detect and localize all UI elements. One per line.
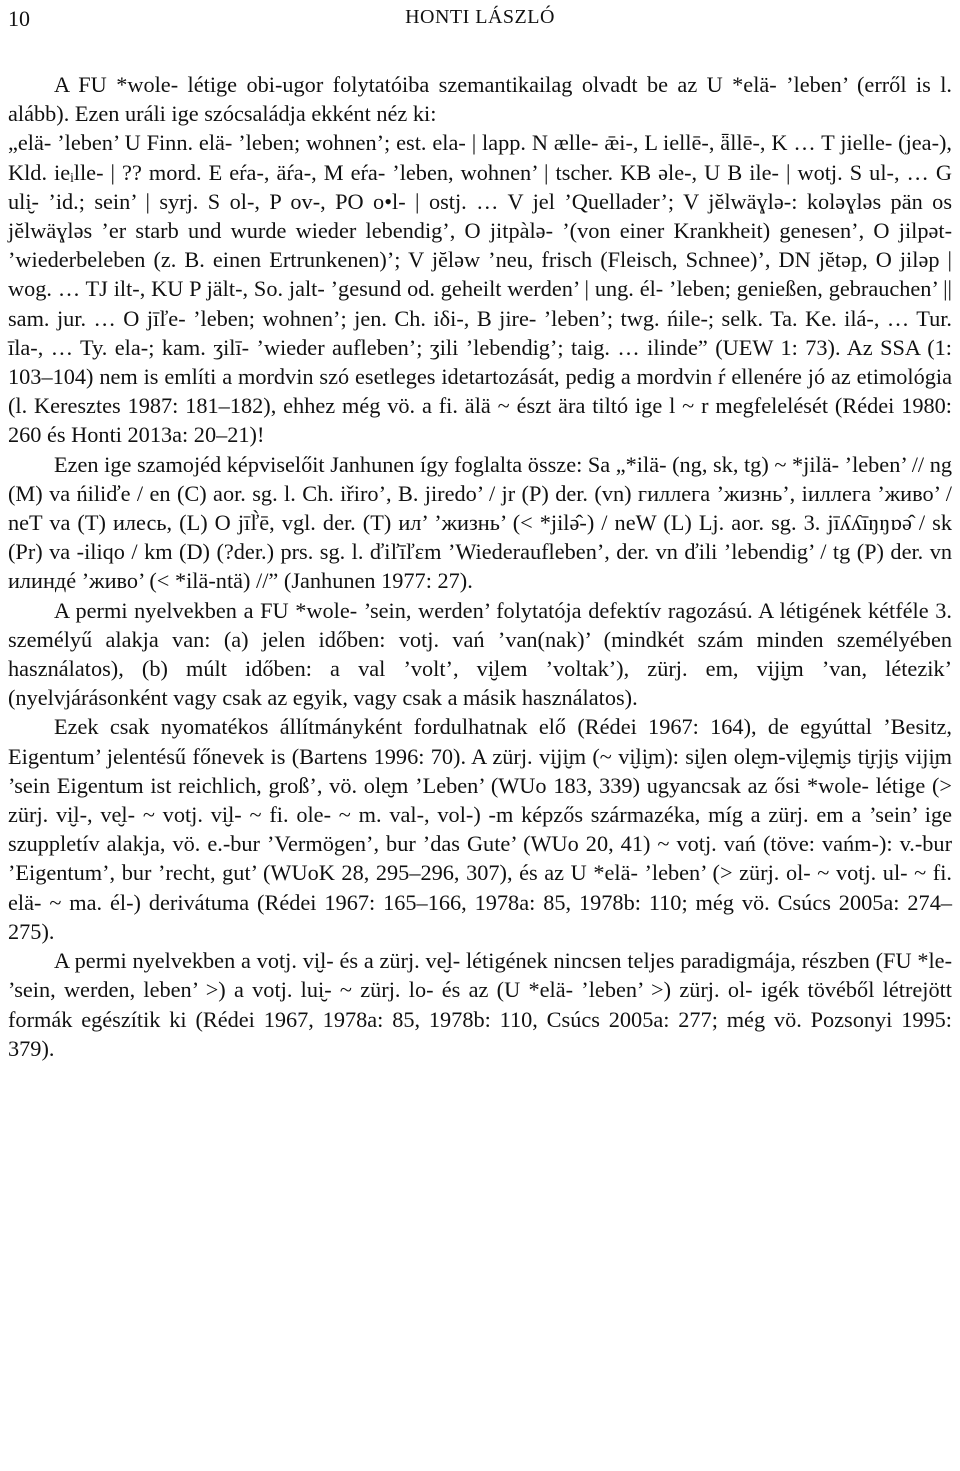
paragraph-paradigm: A permi nyelvekben a votj. vi̮l- és a zürj. ve̮l- létigének nincsen teljes paradigmája, részben (FU *le- ’sein, werden, leben’ >) a votj. lui̮- ~ zürj. lo- és az (U *elä- ’leben’ >) zürj. ol- igék tövéből létrejött formák egészítik ki (Rédei 1967, 1978a: 85, 1978b: 110, Csúcs 2005a: 277; még vö. Pozsonyi 1995: 379). [8,948,952,1061]
paragraph-uew-quote: „elä- ’leben’ U Finn. elä- ’leben; wohnen’; est. ela- | lapp. N ælle- ǣi-, L iellē-, ǟllē-, K … T jielle- (jea-), Kld. ieᵢlle- | ?? mord. E eŕa-, äŕa-, M eŕa- ’leben, wohnen’ | tscher. KB əle-, U B ile- | wotj. S ul-, … G uli̮- ’id.; sein’ | syrj. S ol-, P ov-, PO o•l- | ostj. … V jel ’Quellader’; V jĕlwäɣlə-: koləɣləs pän os jĕlwäɣləs ’er starb und wurde wieder lebendig’, O jitpàlə- ’(von einer Krankheit) genesen’, O jilpət- ’wiederbeleben (z. B. einen Ertrunkenen)’; V jĕləw ’neu, frisch (Fleisch, Schnee)’, DN jĕtəp, O jiləp | wog. … TJ ilt-, KU P jält-, So. jalt- ’gesund od. geheilt werden’ | ung. él- ’leben; genießen, gebrauchen’ || sam. jur. … O jīľe- ’leben; wohnen’; jen. Ch. iδi-, B jire- ’leben’; twg. ńile-; selk. Ta. Ke. ilá-, … Tur. īla-, … Ty. ela-; kam. ʒilī- ’wieder aufleben’; ʒili ’lebendig’; taig. … ilinde” (UEW 1: 73). Az SSA (1: 103–104) nem is említi a mordvin szó esetleges idetartozását, pedig a mordvin ŕ ellenére jó az etimológia (l. Keresztes 1987: 181–182), ehhez még vö. a fi. älä ~ észt ära tiltó ige l ~ r megfelelését (Rédei 1980: 260 és Honti 2013a: 20–21)! [8,130,952,448]
paragraph-samoyed: Ezen ige szamojéd képviselőit Janhunen így foglalta össze: Sa „*ilä- (ng, sk, tg) ~ *jilä- ’leben’ // ng (M) va ńiliďe / en (C) aor. sg. l. Ch. iřiro’, B. jiredo’ / jr (P) der. (vn) гиллега ’жизнь’, іиллега ’живо’ / neT va (T) илесь, (L) O jīľ̀ē, vgl. der. (T) ил’ ’жизнь’ (< *jilə̂-) / neW (L) Lj. aor. sg. 3. jīʎʎīŋŋɒə̂ / sk (Pr) va -iliqo / km (D) (?der.) prs. sg. l. ďiľīľɛm ’Wiederaufleben’, der. vn ďili ’lebendig’ / tg (P) der. vn илиндé ’живо’ (< *ilä-ntä) //” (Janhunen 1977: 27). [8,451,952,594]
paragraph-predicate-use: Ezek csak nyomatékos állítmányként fordulhatnak elő (Rédei 1967: 164), de egyúttal ’Besitz, Eigentum’ jelentésű főnevek is (Bartens 1996: 70). A zürj. vi̮ji̮m (~ vi̮li̮m): si̮len ole̮m-vi̮le̮mi̮s ti̮rji̮s viji̮m ’sein Eigentum ist reichlich, groß’, vö. ole̮m ’Leben’ (WUo 183, 339) ugyancsak az ősi *wole- létige (> zürj. vi̮l-, ve̮l- ~ votj. vi̮l- ~ fi. ole- ~ m. val-, vol-) -m képzős származéka, míg a zürj. em a ’sein’ ige szuppletív alakja, vö. e.-bur ’Vermögen’, bur ’das Gute’ (WUo 20, 41) ~ votj. vań (töve: vańm-): v.-bur ’Eigentum’, bur ’recht, gut’ (WUoK 28, 295–296, 307), és az U *elä- ’leben’ (> zürj. ol- ~ votj. ul- ~ fi. elä- ~ ma. él-) derivátuma (Rédei 1967: 165–166, 1978a: 85, 1978b: 110; még vö. Csúcs 2005a: 274–275). [8,714,952,944]
article-body [8,70,952,1063]
page-header [0,6,960,36]
running-head: HONTI LÁSZLÓ [405,6,555,28]
page-number: 10 [8,6,30,31]
paragraph-intro: A FU *wole- létige obi-ugor folytatóiba szemantikailag olvadt be az U *elä- ’leben’ (erről is l. alább). Ezen uráli ige szócsaládja ekként néz ki: [8,72,952,127]
paragraph-permic-defective: A permi nyelvekben a FU *wole- ’sein, werden’ folytatója defektív ragozású. A létigének kétféle 3. személyű alakja van: (a) jelen időben: votj. vań ’van(nak)’ (mindkét szám minden személyében használatos), (b) múlt időben: a val ’volt’, vi̮lem ’voltak’), zürj. em, vi̮ji̮m ’van, létezik’ (nyelvjárásonként vagy csak az egyik, vagy csak a másik használatos). [8,597,952,711]
